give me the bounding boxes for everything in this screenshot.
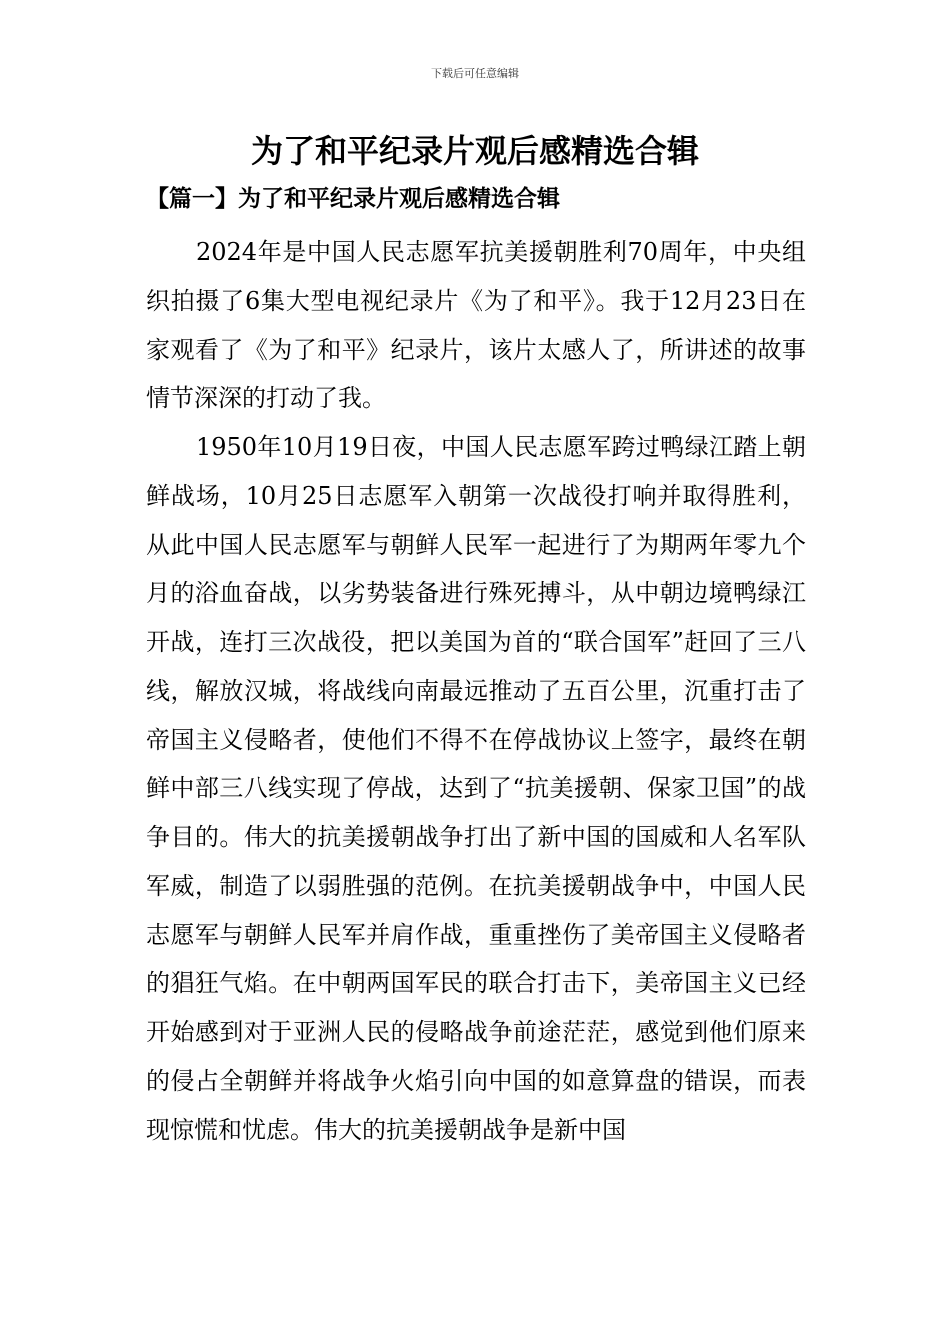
paragraph-1: 2024年是中国人民志愿军抗美援朝胜利70周年，中央组织拍摄了6集大型电视纪录片《为了和平》。我于12月23日在家观看了《为了和平》纪录片，该片太感人了，所讲述的故事情节深深的打动了我。 — [146, 238, 806, 413]
page-header-note: 下载后可任意编辑 — [431, 67, 519, 80]
document-body — [146, 228, 806, 1154]
paragraph-2: 1950年10月19日夜，中国人民志愿军跨过鸭绿江踏上朝鲜战场，10月25日志愿军入朝第一次战役打响并取得胜利，从此中国人民志愿军与朝鲜人民军一起进行了为期两年零九个月的浴血奋战，以劣势装备进行殊死搏斗，从中朝边境鸭绿江开战，连打三次战役，把以美国为首的“联合国军”赶回了三八线，解放汉城，将战线向南最远推动了五百公里，沉重打击了帝国主义侵略者，使他们不得不在停战协议上签字，最终在朝鲜中部三八线实现了停战，达到了“抗美援朝、保家卫国”的战争目的。伟大的抗美援朝战争打出了新中国的国威和人名军队军威，制造了以弱胜强的范例。在抗美援朝战争中，中国人民志愿军与朝鲜人民军并肩作战，重重挫伤了美帝国主义侵略者的猖狂气焰。在中朝两国军民的联合打击下，美帝国主义已经开始感到对于亚洲人民的侵略战争前途茫茫，感觉到他们原来的侵占全朝鲜并将战争火焰引向中国的如意算盘的错误，而表现惊慌和忧虑。伟大的抗美援朝战争是新中国 — [146, 433, 806, 1144]
section-heading: 【篇一】为了和平纪录片观后感精选合辑 — [146, 185, 560, 212]
document-title: 为了和平纪录片观后感精选合辑 — [250, 132, 699, 170]
